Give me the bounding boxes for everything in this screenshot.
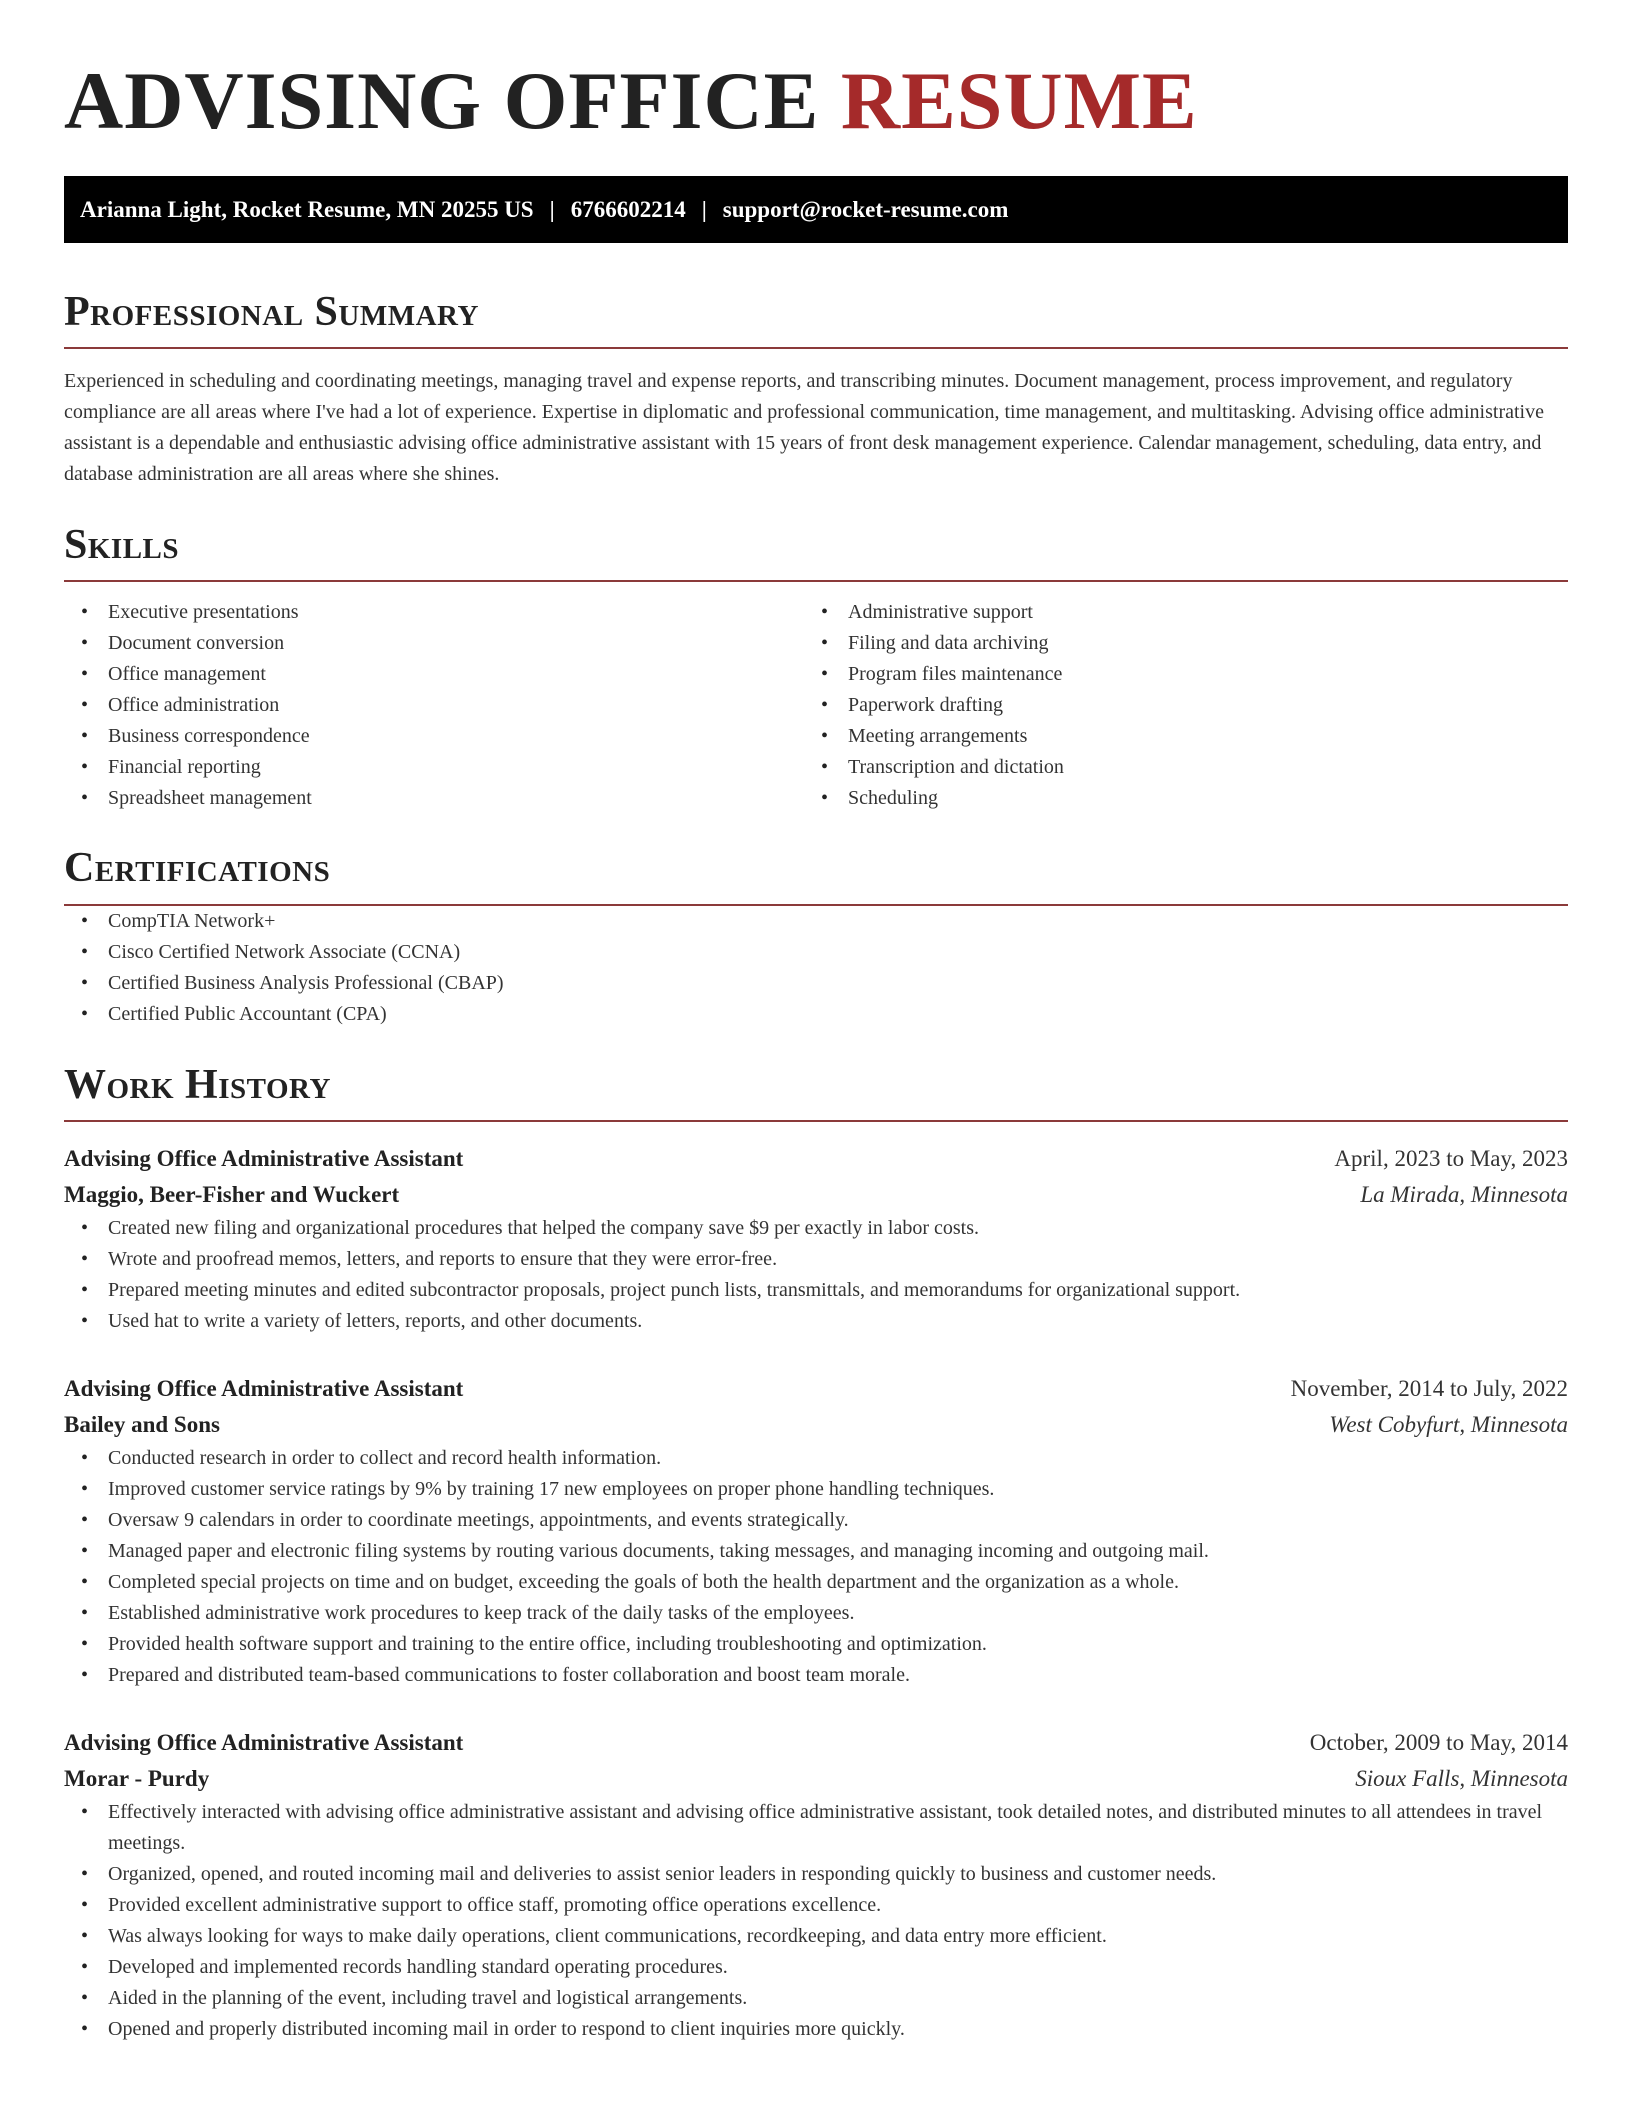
skill-item: • Office management — [64, 659, 804, 690]
job-bullet: • Prepared and distributed team-based communications to foster collaboration and boost team morale. — [64, 1660, 1568, 1691]
job-bullet: • Effectively interacted with advising office administrative assistant and advising office administrative assistant, took detailed notes, and distributed minutes to all attendees in travel meetings. — [64, 1797, 1568, 1859]
job-bullet: • Aided in the planning of the event, including travel and logistical arrangements. — [64, 1983, 1568, 2014]
skill-item: • Office administration — [64, 690, 804, 721]
job-bullet: • Organized, opened, and routed incoming mail and deliveries to assist senior leaders in responding quickly to business and customer needs. — [64, 1859, 1568, 1890]
skill-item: • Filing and data archiving — [804, 628, 1544, 659]
summary-heading: Professional Summary — [64, 289, 1568, 349]
certification-item: • CompTIA Network+ — [64, 906, 1568, 937]
resume-title — [64, 55, 1568, 146]
job-header-row — [64, 1141, 1568, 1177]
job-dates: November, 2014 to July, 2022 — [1290, 1375, 1568, 1401]
job-location: Sioux Falls, Minnesota — [1355, 1765, 1568, 1791]
resume-page — [64, 55, 1568, 2045]
job-bullets — [64, 1443, 1568, 1691]
job-bullet: • Oversaw 9 calendars in order to coordinate meetings, appointments, and events strategically. — [64, 1505, 1568, 1536]
job-bullet: • Established administrative work procedures to keep track of the daily tasks of the employees. — [64, 1598, 1568, 1629]
job-title: Advising Office Administrative Assistant — [64, 1729, 464, 1755]
job-bullet: • Provided excellent administrative support to office staff, promoting office operations excellence. — [64, 1890, 1568, 1921]
contact-bar — [64, 176, 1568, 243]
certifications-heading: Certifications — [64, 845, 1568, 905]
skill-item: • Business correspondence — [64, 721, 804, 752]
skills-heading: Skills — [64, 522, 1568, 582]
job-title: Advising Office Administrative Assistant — [64, 1145, 464, 1171]
job-bullet: • Used hat to write a variety of letters, reports, and other documents. — [64, 1306, 1568, 1337]
skills-grid — [64, 597, 1568, 814]
skills-list-right — [804, 597, 1544, 814]
contact-separator: | — [701, 196, 707, 222]
job-bullet: • Was always looking for ways to make daily operations, client communications, recordkeeping, and data entry more efficient. — [64, 1921, 1568, 1952]
skill-item: • Financial reporting — [64, 752, 804, 783]
skill-item: • Paperwork drafting — [804, 690, 1544, 721]
contact-email: support@rocket-resume.com — [722, 196, 1009, 222]
job-bullet: • Managed paper and electronic filing systems by routing various documents, taking messages, and managing incoming and outgoing mail. — [64, 1536, 1568, 1567]
skill-item: • Meeting arrangements — [804, 721, 1544, 752]
job-company: Bailey and Sons — [64, 1411, 220, 1437]
certification-item: • Certified Business Analysis Professional (CBAP) — [64, 968, 1568, 999]
job-location: La Mirada, Minnesota — [1360, 1181, 1568, 1207]
title-main: ADVISING OFFICE — [64, 55, 820, 146]
job-header-row — [64, 1725, 1568, 1761]
job-entry — [64, 1141, 1568, 1337]
job-company: Maggio, Beer-Fisher and Wuckert — [64, 1181, 400, 1207]
job-subheader-row — [64, 1407, 1568, 1443]
contact-phone: 6766602214 — [570, 196, 686, 222]
job-subheader-row — [64, 1177, 1568, 1213]
skill-item: • Administrative support — [804, 597, 1544, 628]
skill-item: • Document conversion — [64, 628, 804, 659]
job-bullet: • Provided health software support and training to the entire office, including troubleshooting and optimization. — [64, 1629, 1568, 1660]
job-bullet: • Completed special projects on time and on budget, exceeding the goals of both the health department and the organization as a whole. — [64, 1567, 1568, 1598]
contact-address: Arianna Light, Rocket Resume, MN 20255 US — [80, 196, 534, 222]
certifications-list — [64, 906, 1568, 1030]
job-bullet: • Wrote and proofread memos, letters, and reports to ensure that they were error-free. — [64, 1244, 1568, 1275]
skill-item: • Scheduling — [804, 783, 1544, 814]
work-history-heading: Work History — [64, 1062, 1568, 1122]
summary-text: Experienced in scheduling and coordinating meetings, managing travel and expense reports, and transcribing minutes. Document management, process improvement, and regulatory compliance are all areas where I've had a lot of experience. Expertise in diplomatic and professional communication, time management, and multitasking. Advising office administrative assistant is a dependable and enthusiastic advising office administrative assistant with 15 years of front desk management experience. Calendar management, scheduling, data entry, and database administration are all areas where she shines. — [64, 370, 1544, 486]
job-dates: October, 2009 to May, 2014 — [1309, 1729, 1568, 1755]
job-entry — [64, 1725, 1568, 2045]
job-dates: April, 2023 to May, 2023 — [1334, 1145, 1568, 1171]
job-title: Advising Office Administrative Assistant — [64, 1375, 464, 1401]
job-bullet: • Prepared meeting minutes and edited subcontractor proposals, project punch lists, transmittals, and memorandums for organizational support. — [64, 1275, 1568, 1306]
job-entry — [64, 1371, 1568, 1691]
skill-item: • Transcription and dictation — [804, 752, 1544, 783]
job-subheader-row — [64, 1761, 1568, 1797]
skill-item: • Spreadsheet management — [64, 783, 804, 814]
job-bullet: • Created new filing and organizational procedures that helped the company save $9 per exactly in labor costs. — [64, 1213, 1568, 1244]
job-location: West Cobyfurt, Minnesota — [1329, 1411, 1568, 1437]
title-accent: RESUME — [840, 55, 1198, 146]
skills-list-left — [64, 597, 804, 814]
skill-item: • Program files maintenance — [804, 659, 1544, 690]
skill-item: • Executive presentations — [64, 597, 804, 628]
job-bullet: • Opened and properly distributed incoming mail in order to respond to client inquiries more quickly. — [64, 2014, 1568, 2045]
job-bullet: • Improved customer service ratings by 9% by training 17 new employees on proper phone handling techniques. — [64, 1474, 1568, 1505]
job-header-row — [64, 1371, 1568, 1407]
certification-item: • Cisco Certified Network Associate (CCNA) — [64, 937, 1568, 968]
contact-separator: | — [549, 196, 555, 222]
job-company: Morar - Purdy — [64, 1765, 210, 1791]
job-bullet: • Developed and implemented records handling standard operating procedures. — [64, 1952, 1568, 1983]
job-bullets — [64, 1797, 1568, 2045]
job-bullets — [64, 1213, 1568, 1337]
certification-item: • Certified Public Accountant (CPA) — [64, 999, 1568, 1030]
job-bullet: • Conducted research in order to collect and record health information. — [64, 1443, 1568, 1474]
